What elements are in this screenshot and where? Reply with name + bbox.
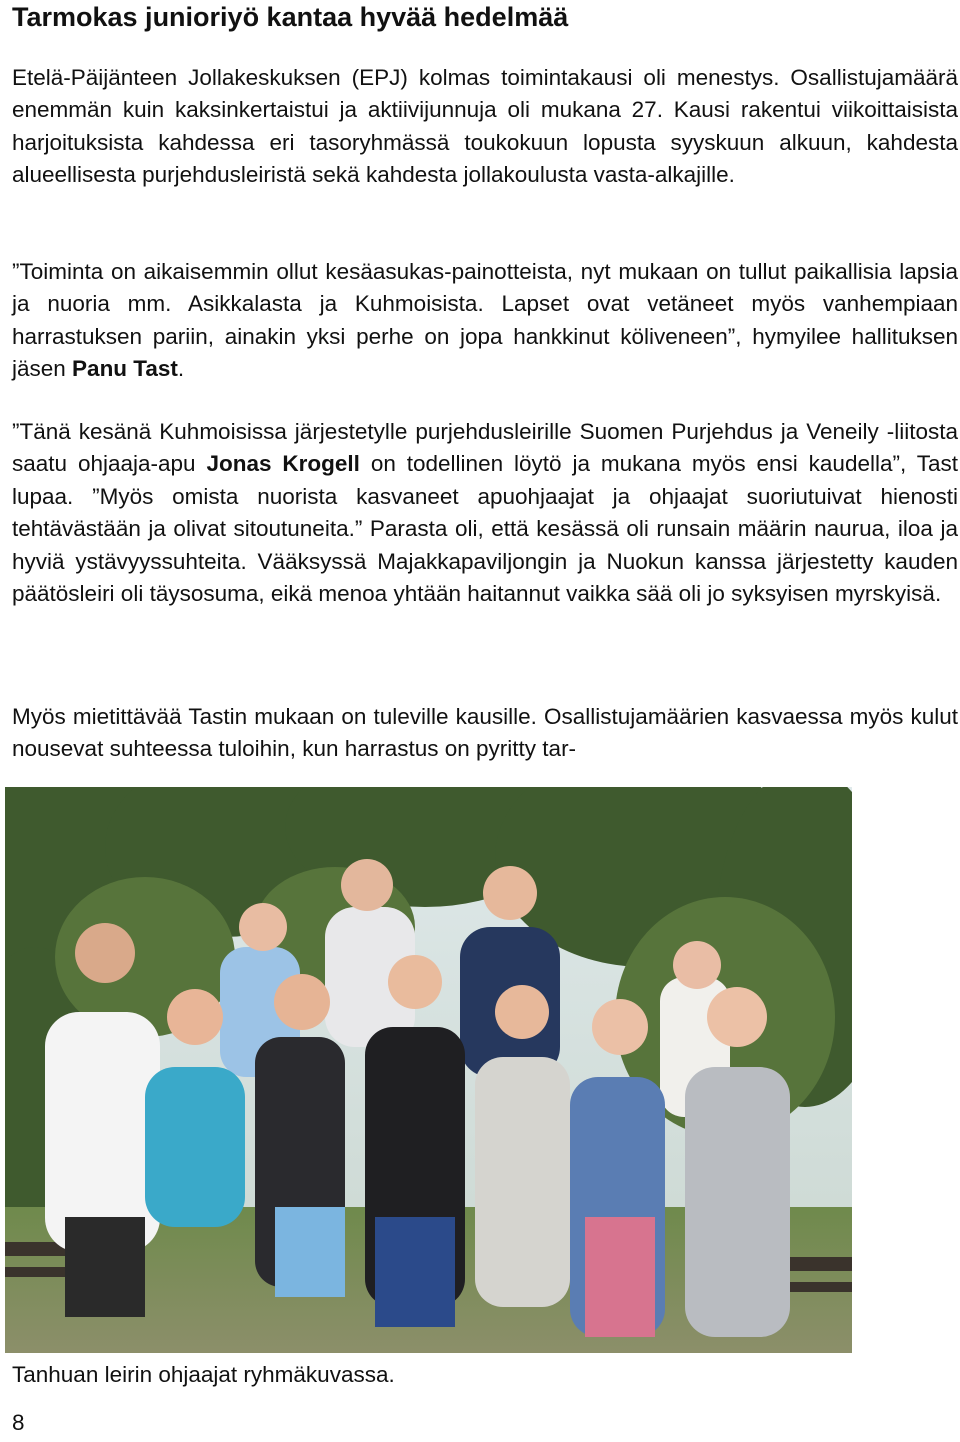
person-name-jonas-krogell: Jonas Krogell [206,451,360,477]
quote-text: ”Toiminta on aikaisemmin ollut kesäasukas-painotteista, nyt mukaan on tullut paikallisia lapsia ja nuoria mm. Asikkalasta ja Kuhmoisista. Lapset ovat vetäneet myös vanhempiaan harrastuksen pariin, ainakin yksi perhe on jopa hankkinut köliveneen”, hymyilee hallituksen jäsen [12,259,958,382]
paragraph-quote-tast [12,256,958,386]
group-photo [5,787,852,1353]
article-title: Tarmokas junioriyö kantaa hyvää hedelmää [12,2,569,32]
person-name-panu-tast: Panu Tast [72,356,178,382]
paragraph-intro: Etelä-Päijänteen Jollakeskuksen (EPJ) kolmas toimintakausi oli menestys. Osallistujamäärä enemmän kuin kaksinkertaistui ja aktiivijunnuja oli mukana 27. Kausi rakentui viikoittaisista harjoituksista kahdessa eri tasoryhmässä toukokuun lopusta syyskuun alkuun, kahdesta alueellisesta purjehdusleiristä sekä kahdesta jollakoulusta vasta-alkajille. [12,65,958,188]
group-photo-illustration [5,787,852,1353]
page-number: 8 [12,1410,25,1435]
photo-caption: Tanhuan leirin ohjaajat ryhmäkuvassa. [12,1362,395,1387]
quote-end: . [177,356,185,382]
paragraph-costs: Myös mietittävää Tastin mukaan on tuleville kausille. Osallistujamäärien kasvaessa myös kulut nousevat suhteessa tuloihin, kun harrastus on pyritty tar- [12,704,958,762]
paragraph-summer-camp [12,416,958,610]
camp-text-start: ”Tänä kesänä Kuhmoisissa järjestetylle purjehdusleirille Suomen Purjehdus ja Veneily -liitosta saatu ohjaaja-apu [12,419,958,477]
camp-text-rest: on todellinen löytö ja mukana myös ensi kaudella”, Tast lupaa. ”Myös omista nuorista kasvaneet apuohjaajat ja ohjaajat suoriutuivat hienosti tehtävästään ja olivat sitoutuneita.” Parasta oli, että kesässä oli runsain määrin naurua, iloa ja hyviä ystävyyssuhteita. Vääksyssä Majakkapaviljongin ja Nuokun kanssa järjestetty kauden päätösleiri oli täysosuma, eikä menoa yhtään haitannut vaikka sää oli jo syksyisen myrskyisä. [12,451,958,607]
